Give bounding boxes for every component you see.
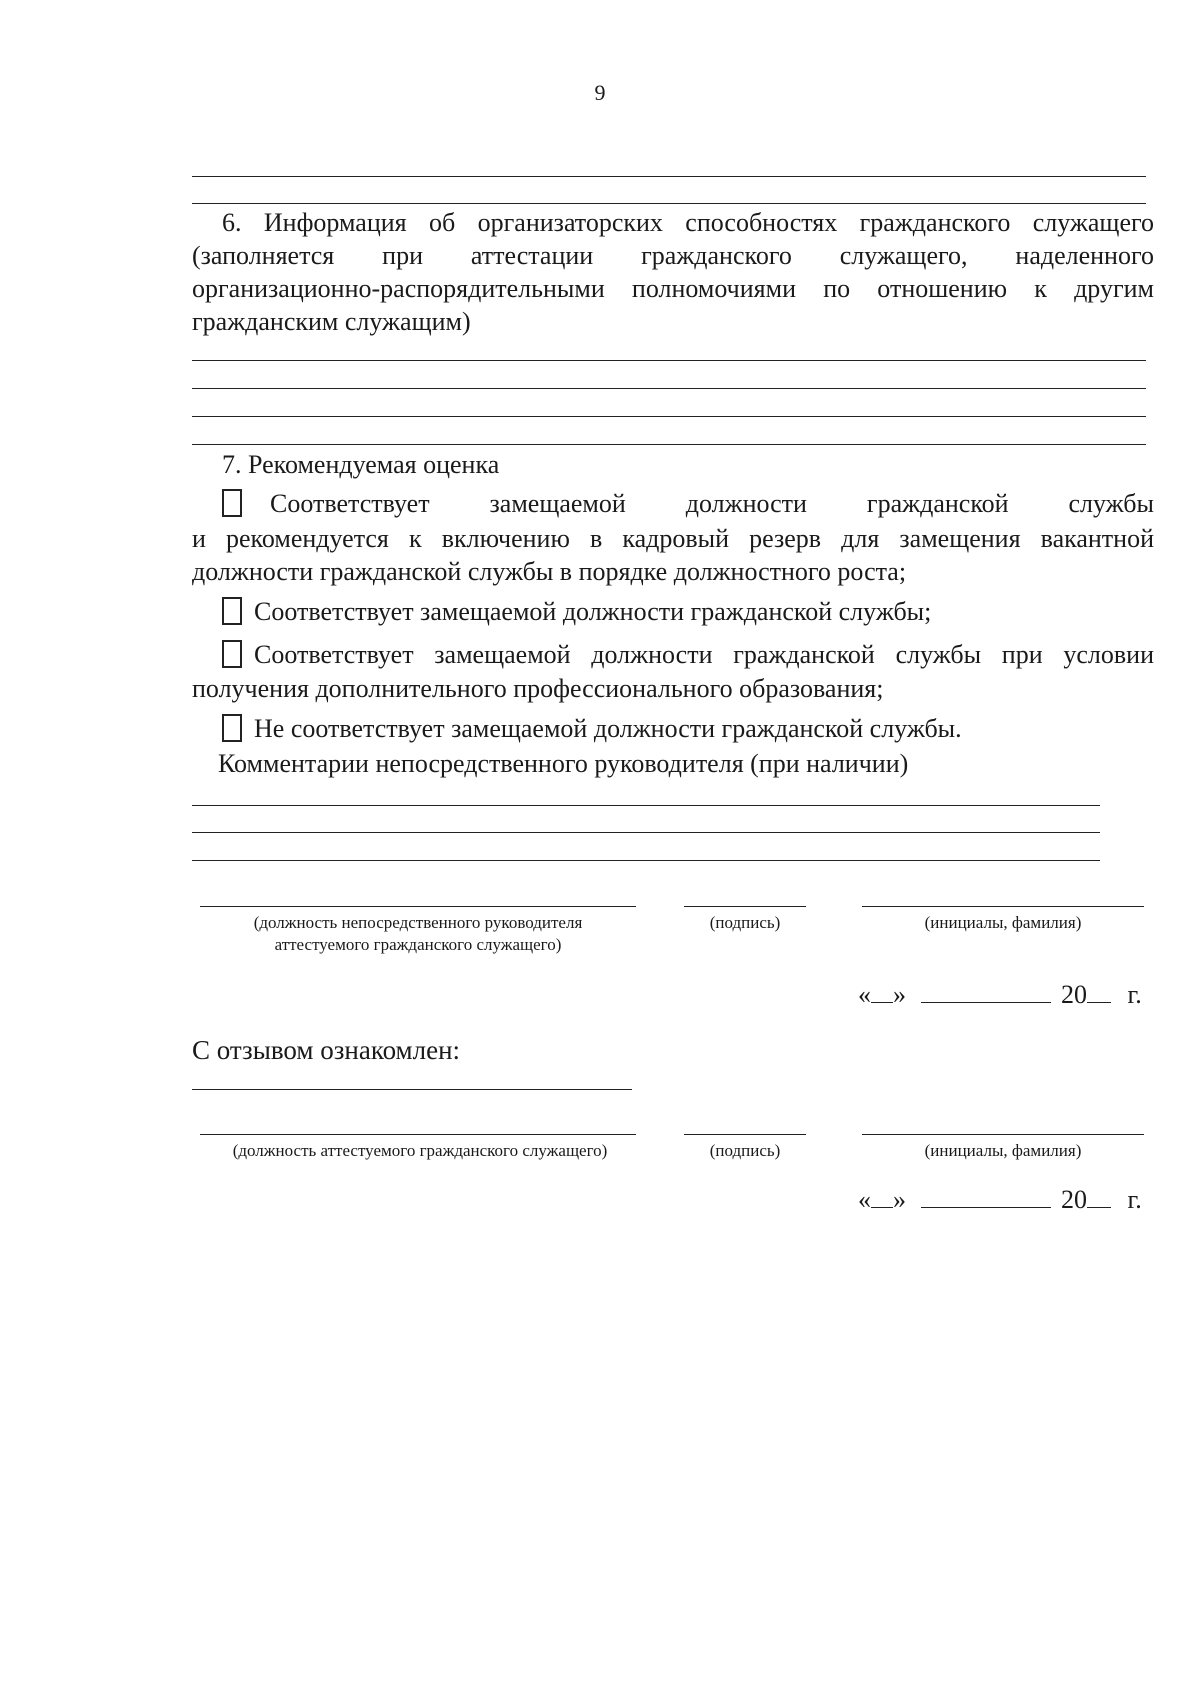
supervisor-position-caption: (должность непосредственного руководителя аттестуемого гражданского служащего) bbox=[253, 913, 583, 954]
section-7-title: 7. Рекомендуемая оценка bbox=[222, 450, 500, 479]
fill-line[interactable] bbox=[192, 444, 1146, 445]
option-1-text: Соответствует замещаемой должности гражданской службы bbox=[270, 489, 1154, 518]
option-2-text: Соответствует замещаемой должности гражданской службы; bbox=[254, 597, 932, 626]
fill-line[interactable] bbox=[192, 176, 1146, 177]
option-4-checkbox[interactable] bbox=[222, 714, 242, 742]
supervisor-signature-line[interactable] bbox=[684, 906, 806, 907]
option-3-line-1 bbox=[222, 639, 1154, 670]
day-blank[interactable] bbox=[871, 1187, 893, 1208]
month-blank[interactable] bbox=[921, 1187, 1051, 1208]
employee-signature-caption: (подпись) bbox=[709, 1141, 781, 1160]
section-6-line-2: (заполняется при аттестации гражданского служащего, наделенного bbox=[192, 241, 1154, 270]
comment-line[interactable] bbox=[192, 832, 1100, 833]
comment-line[interactable] bbox=[192, 805, 1100, 806]
option-4 bbox=[222, 713, 1154, 744]
option-2 bbox=[222, 596, 1154, 627]
supervisor-position-line[interactable] bbox=[200, 906, 636, 907]
month-blank[interactable] bbox=[921, 982, 1051, 1003]
section-6-line-1: 6. Информация об организаторских способностях гражданского служащего bbox=[222, 208, 1154, 237]
employee-position-caption: (должность аттестуемого гражданского служащего) bbox=[232, 1141, 608, 1160]
option-3-line-2: получения дополнительного профессионального образования; bbox=[192, 674, 884, 703]
option-1-line-2: и рекомендуется к включению в кадровый резерв для замещения вакантной bbox=[192, 524, 1154, 553]
comment-line[interactable] bbox=[192, 860, 1100, 861]
fill-line[interactable] bbox=[192, 360, 1146, 361]
employee-signature-line[interactable] bbox=[684, 1134, 806, 1135]
option-1-line-3: должности гражданской службы в порядке должностного роста; bbox=[192, 557, 907, 586]
employee-date: « » 20 г. bbox=[858, 1185, 1142, 1214]
supervisor-date: « » 20 г. bbox=[858, 980, 1142, 1009]
year-blank[interactable] bbox=[1087, 1187, 1111, 1208]
option-1-checkbox[interactable] bbox=[222, 489, 242, 517]
supervisor-name-caption: (инициалы, фамилия) bbox=[924, 913, 1082, 932]
day-blank[interactable] bbox=[871, 982, 893, 1003]
employee-name-line[interactable] bbox=[862, 1134, 1144, 1135]
employee-position-line[interactable] bbox=[200, 1134, 636, 1135]
employee-name-caption: (инициалы, фамилия) bbox=[924, 1141, 1082, 1160]
fill-line[interactable] bbox=[192, 388, 1146, 389]
acknowledgement-line[interactable] bbox=[192, 1089, 632, 1090]
section-6-line-3: организационно-распорядительными полномочиями по отношению к другим bbox=[192, 274, 1154, 303]
fill-line[interactable] bbox=[192, 203, 1146, 204]
page-number: 9 bbox=[594, 80, 606, 105]
option-2-checkbox[interactable] bbox=[222, 597, 242, 625]
acknowledgement-label: С отзывом ознакомлен: bbox=[192, 1035, 461, 1065]
option-1-line-1 bbox=[222, 488, 1154, 519]
option-3-checkbox[interactable] bbox=[222, 640, 242, 668]
supervisor-signature-caption: (подпись) bbox=[709, 913, 781, 932]
section-6-line-4: гражданским служащим) bbox=[192, 307, 471, 336]
fill-line[interactable] bbox=[192, 416, 1146, 417]
supervisor-name-line[interactable] bbox=[862, 906, 1144, 907]
option-4-text: Не соответствует замещаемой должности гражданской службы. bbox=[254, 714, 962, 743]
option-3-text: Соответствует замещаемой должности гражданской службы при условии bbox=[254, 640, 1154, 669]
comments-label: Комментарии непосредственного руководителя (при наличии) bbox=[218, 749, 909, 778]
year-blank[interactable] bbox=[1087, 982, 1111, 1003]
